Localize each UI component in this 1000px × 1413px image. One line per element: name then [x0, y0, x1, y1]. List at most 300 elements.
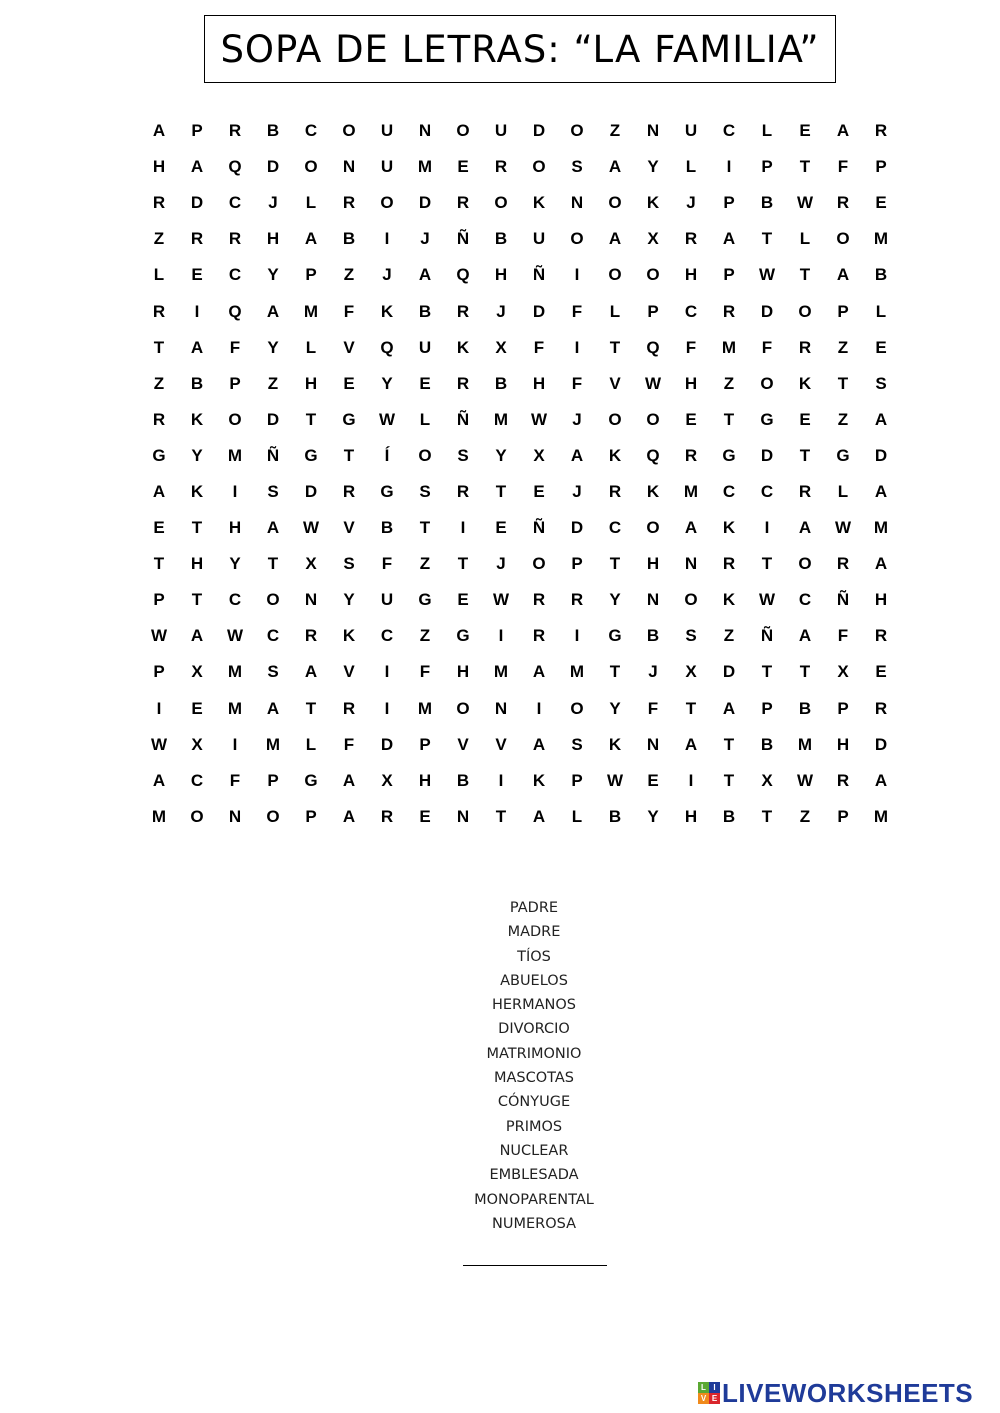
grid-cell[interactable]: O: [608, 409, 622, 429]
grid-cell[interactable]: R: [342, 193, 356, 213]
grid-cell[interactable]: P: [837, 698, 849, 718]
grid-cell[interactable]: O: [646, 265, 660, 285]
grid-cell[interactable]: M: [873, 518, 889, 538]
grid-cell[interactable]: O: [418, 445, 432, 465]
grid-cell[interactable]: P: [723, 265, 735, 285]
grid-cell[interactable]: L: [799, 229, 811, 249]
grid-cell[interactable]: K: [532, 770, 546, 790]
grid-cell[interactable]: T: [761, 554, 773, 574]
grid-cell[interactable]: O: [684, 590, 698, 610]
grid-cell[interactable]: H: [190, 554, 204, 574]
grid-cell[interactable]: E: [457, 590, 469, 610]
grid-cell[interactable]: W: [378, 409, 396, 429]
grid-cell[interactable]: B: [760, 193, 774, 213]
grid-cell[interactable]: V: [609, 373, 621, 393]
grid-cell[interactable]: D: [304, 481, 318, 501]
grid-cell[interactable]: A: [608, 229, 622, 249]
grid-cell[interactable]: M: [227, 698, 243, 718]
grid-cell[interactable]: T: [799, 157, 811, 177]
grid-cell[interactable]: X: [191, 734, 203, 754]
grid-cell[interactable]: P: [229, 373, 241, 393]
grid-cell[interactable]: R: [152, 301, 166, 321]
grid-cell[interactable]: T: [305, 698, 317, 718]
grid-cell[interactable]: R: [798, 481, 812, 501]
grid-cell[interactable]: R: [494, 157, 508, 177]
grid-cell[interactable]: Ñ: [532, 265, 546, 285]
grid-cell[interactable]: Z: [609, 121, 621, 141]
grid-cell[interactable]: Z: [267, 373, 279, 393]
grid-cell[interactable]: Q: [228, 301, 242, 321]
grid-cell[interactable]: A: [152, 481, 166, 501]
grid-cell[interactable]: Q: [380, 337, 394, 357]
grid-cell[interactable]: T: [609, 662, 621, 682]
grid-cell[interactable]: N: [228, 806, 242, 826]
grid-cell[interactable]: R: [152, 193, 166, 213]
grid-cell[interactable]: I: [384, 662, 390, 682]
grid-cell[interactable]: I: [498, 770, 504, 790]
grid-cell[interactable]: K: [608, 734, 622, 754]
grid-cell[interactable]: W: [834, 518, 852, 538]
grid-cell[interactable]: H: [836, 734, 850, 754]
grid-cell[interactable]: I: [498, 626, 504, 646]
grid-cell[interactable]: R: [152, 409, 166, 429]
grid-cell[interactable]: O: [456, 121, 470, 141]
grid-cell[interactable]: K: [190, 409, 204, 429]
grid-cell[interactable]: Q: [646, 445, 660, 465]
grid-cell[interactable]: S: [343, 554, 355, 574]
grid-cell[interactable]: M: [873, 806, 889, 826]
grid-cell[interactable]: I: [384, 698, 390, 718]
grid-cell[interactable]: H: [456, 662, 470, 682]
grid-cell[interactable]: R: [456, 481, 470, 501]
grid-cell[interactable]: I: [194, 301, 200, 321]
grid-cell[interactable]: A: [190, 337, 204, 357]
grid-cell[interactable]: X: [685, 662, 697, 682]
grid-cell[interactable]: M: [151, 806, 167, 826]
grid-cell[interactable]: G: [380, 481, 394, 501]
grid-cell[interactable]: A: [418, 265, 432, 285]
grid-cell[interactable]: B: [798, 698, 812, 718]
grid-cell[interactable]: E: [647, 770, 659, 790]
grid-cell[interactable]: Ñ: [760, 626, 774, 646]
grid-cell[interactable]: O: [646, 518, 660, 538]
grid-cell[interactable]: F: [647, 698, 659, 718]
grid-cell[interactable]: R: [836, 770, 850, 790]
grid-cell[interactable]: L: [609, 301, 621, 321]
grid-cell[interactable]: T: [495, 806, 507, 826]
grid-cell[interactable]: U: [494, 121, 508, 141]
grid-cell[interactable]: A: [836, 121, 850, 141]
grid-cell[interactable]: I: [384, 229, 390, 249]
grid-cell[interactable]: R: [456, 193, 470, 213]
grid-cell[interactable]: I: [574, 265, 580, 285]
grid-cell[interactable]: O: [570, 698, 584, 718]
grid-cell[interactable]: F: [381, 554, 393, 574]
grid-cell[interactable]: W: [492, 590, 510, 610]
grid-cell[interactable]: O: [836, 229, 850, 249]
grid-cell[interactable]: D: [722, 662, 736, 682]
grid-cell[interactable]: L: [305, 734, 317, 754]
grid-cell[interactable]: L: [305, 193, 317, 213]
grid-cell[interactable]: W: [150, 626, 168, 646]
grid-cell[interactable]: Y: [229, 554, 241, 574]
grid-cell[interactable]: G: [608, 626, 622, 646]
grid-cell[interactable]: H: [532, 373, 546, 393]
grid-cell[interactable]: L: [837, 481, 849, 501]
grid-cell[interactable]: R: [342, 698, 356, 718]
grid-cell[interactable]: K: [456, 337, 470, 357]
grid-cell[interactable]: W: [758, 265, 776, 285]
grid-cell[interactable]: F: [837, 157, 849, 177]
grid-cell[interactable]: D: [760, 445, 774, 465]
grid-cell[interactable]: Y: [343, 590, 355, 610]
grid-cell[interactable]: F: [229, 770, 241, 790]
grid-cell[interactable]: B: [646, 626, 660, 646]
grid-cell[interactable]: Z: [343, 265, 355, 285]
grid-cell[interactable]: J: [648, 662, 658, 682]
grid-cell[interactable]: D: [760, 301, 774, 321]
grid-cell[interactable]: T: [723, 770, 735, 790]
grid-cell[interactable]: L: [761, 121, 773, 141]
grid-cell[interactable]: H: [494, 265, 508, 285]
grid-cell[interactable]: T: [495, 481, 507, 501]
grid-cell[interactable]: G: [836, 445, 850, 465]
grid-cell[interactable]: M: [797, 734, 813, 754]
grid-cell[interactable]: V: [495, 734, 507, 754]
grid-cell[interactable]: S: [419, 481, 431, 501]
grid-cell[interactable]: Y: [191, 445, 203, 465]
grid-cell[interactable]: T: [153, 337, 165, 357]
grid-cell[interactable]: E: [153, 518, 165, 538]
grid-cell[interactable]: L: [571, 806, 583, 826]
grid-cell[interactable]: O: [570, 229, 584, 249]
grid-cell[interactable]: A: [342, 806, 356, 826]
grid-cell[interactable]: J: [496, 554, 506, 574]
grid-cell[interactable]: P: [647, 301, 659, 321]
grid-cell[interactable]: I: [574, 337, 580, 357]
grid-cell[interactable]: D: [380, 734, 394, 754]
grid-cell[interactable]: A: [570, 445, 584, 465]
grid-cell[interactable]: A: [836, 265, 850, 285]
grid-cell[interactable]: A: [190, 157, 204, 177]
grid-cell[interactable]: D: [266, 157, 280, 177]
grid-cell[interactable]: A: [304, 662, 318, 682]
grid-cell[interactable]: M: [417, 157, 433, 177]
grid-cell[interactable]: T: [343, 445, 355, 465]
grid-cell[interactable]: Z: [723, 373, 735, 393]
grid-cell[interactable]: V: [457, 734, 469, 754]
grid-cell[interactable]: M: [683, 481, 699, 501]
grid-cell[interactable]: T: [761, 806, 773, 826]
grid-cell[interactable]: D: [190, 193, 204, 213]
grid-cell[interactable]: B: [874, 265, 888, 285]
grid-cell[interactable]: E: [343, 373, 355, 393]
grid-cell[interactable]: V: [343, 518, 355, 538]
grid-cell[interactable]: U: [684, 121, 698, 141]
grid-cell[interactable]: J: [268, 193, 278, 213]
grid-cell[interactable]: Z: [837, 337, 849, 357]
grid-cell[interactable]: J: [686, 193, 696, 213]
grid-cell[interactable]: B: [494, 229, 508, 249]
grid-cell[interactable]: O: [798, 301, 812, 321]
grid-cell[interactable]: T: [609, 337, 621, 357]
grid-cell[interactable]: X: [305, 554, 317, 574]
grid-cell[interactable]: L: [153, 265, 165, 285]
grid-cell[interactable]: O: [342, 121, 356, 141]
grid-cell[interactable]: I: [232, 481, 238, 501]
grid-cell[interactable]: I: [726, 157, 732, 177]
grid-cell[interactable]: Y: [495, 445, 507, 465]
grid-cell[interactable]: L: [685, 157, 697, 177]
grid-cell[interactable]: G: [456, 626, 470, 646]
grid-cell[interactable]: B: [342, 229, 356, 249]
grid-cell[interactable]: O: [380, 193, 394, 213]
grid-cell[interactable]: A: [304, 229, 318, 249]
grid-cell[interactable]: A: [798, 518, 812, 538]
grid-cell[interactable]: O: [304, 157, 318, 177]
grid-cell[interactable]: H: [304, 373, 318, 393]
grid-cell[interactable]: C: [190, 770, 204, 790]
grid-cell[interactable]: V: [343, 662, 355, 682]
grid-cell[interactable]: M: [303, 301, 319, 321]
grid-cell[interactable]: R: [722, 301, 736, 321]
grid-cell[interactable]: U: [380, 590, 394, 610]
grid-cell[interactable]: C: [228, 265, 242, 285]
grid-cell[interactable]: A: [874, 409, 888, 429]
grid-cell[interactable]: J: [382, 265, 392, 285]
grid-cell[interactable]: F: [533, 337, 545, 357]
grid-cell[interactable]: J: [572, 481, 582, 501]
grid-cell[interactable]: N: [456, 806, 470, 826]
grid-cell[interactable]: H: [646, 554, 660, 574]
grid-cell[interactable]: T: [457, 554, 469, 574]
grid-cell[interactable]: E: [875, 662, 887, 682]
grid-cell[interactable]: K: [646, 193, 660, 213]
grid-cell[interactable]: M: [873, 229, 889, 249]
grid-cell[interactable]: Ñ: [266, 445, 280, 465]
grid-cell[interactable]: M: [569, 662, 585, 682]
grid-cell[interactable]: N: [304, 590, 318, 610]
grid-cell[interactable]: C: [722, 121, 736, 141]
grid-cell[interactable]: X: [647, 229, 659, 249]
grid-cell[interactable]: P: [875, 157, 887, 177]
grid-cell[interactable]: X: [533, 445, 545, 465]
grid-cell[interactable]: R: [836, 554, 850, 574]
grid-cell[interactable]: D: [532, 121, 546, 141]
grid-cell[interactable]: O: [646, 409, 660, 429]
grid-cell[interactable]: S: [267, 481, 279, 501]
grid-cell[interactable]: D: [532, 301, 546, 321]
grid-cell[interactable]: G: [304, 770, 318, 790]
grid-cell[interactable]: D: [266, 409, 280, 429]
grid-cell[interactable]: S: [685, 626, 697, 646]
grid-cell[interactable]: R: [456, 301, 470, 321]
grid-cell[interactable]: N: [684, 554, 698, 574]
grid-cell[interactable]: R: [836, 193, 850, 213]
grid-cell[interactable]: W: [796, 193, 814, 213]
grid-cell[interactable]: T: [609, 554, 621, 574]
grid-cell[interactable]: O: [570, 121, 584, 141]
grid-cell[interactable]: C: [304, 121, 318, 141]
grid-cell[interactable]: A: [266, 518, 280, 538]
grid-cell[interactable]: T: [723, 409, 735, 429]
grid-cell[interactable]: Z: [419, 554, 431, 574]
grid-cell[interactable]: P: [419, 734, 431, 754]
grid-cell[interactable]: S: [457, 445, 469, 465]
grid-cell[interactable]: T: [799, 445, 811, 465]
grid-cell[interactable]: H: [228, 518, 242, 538]
grid-cell[interactable]: P: [267, 770, 279, 790]
grid-cell[interactable]: U: [532, 229, 546, 249]
grid-cell[interactable]: E: [191, 265, 203, 285]
grid-cell[interactable]: A: [152, 121, 166, 141]
grid-cell[interactable]: F: [229, 337, 241, 357]
grid-cell[interactable]: L: [419, 409, 431, 429]
grid-cell[interactable]: C: [722, 481, 736, 501]
grid-cell[interactable]: H: [418, 770, 432, 790]
grid-cell[interactable]: Q: [228, 157, 242, 177]
grid-cell[interactable]: P: [761, 157, 773, 177]
grid-cell[interactable]: P: [305, 265, 317, 285]
grid-cell[interactable]: O: [456, 698, 470, 718]
grid-cell[interactable]: O: [266, 806, 280, 826]
grid-cell[interactable]: A: [608, 157, 622, 177]
grid-cell[interactable]: Z: [837, 409, 849, 429]
grid-cell[interactable]: M: [417, 698, 433, 718]
grid-cell[interactable]: O: [798, 554, 812, 574]
grid-cell[interactable]: O: [190, 806, 204, 826]
grid-cell[interactable]: Ñ: [456, 409, 470, 429]
grid-cell[interactable]: I: [688, 770, 694, 790]
grid-cell[interactable]: C: [684, 301, 698, 321]
grid-cell[interactable]: F: [419, 662, 431, 682]
grid-cell[interactable]: P: [153, 590, 165, 610]
grid-cell[interactable]: X: [191, 662, 203, 682]
grid-cell[interactable]: J: [420, 229, 430, 249]
grid-cell[interactable]: V: [343, 337, 355, 357]
grid-cell[interactable]: R: [722, 554, 736, 574]
grid-cell[interactable]: T: [305, 409, 317, 429]
grid-cell[interactable]: U: [418, 337, 432, 357]
grid-cell[interactable]: E: [533, 481, 545, 501]
grid-cell[interactable]: F: [343, 734, 355, 754]
grid-cell[interactable]: A: [190, 626, 204, 646]
grid-cell[interactable]: P: [837, 806, 849, 826]
grid-cell[interactable]: Ñ: [456, 229, 470, 249]
grid-cell[interactable]: C: [266, 626, 280, 646]
grid-cell[interactable]: N: [342, 157, 356, 177]
liveworksheets-logo[interactable]: [698, 1377, 973, 1409]
grid-cell[interactable]: X: [761, 770, 773, 790]
grid-cell[interactable]: R: [684, 229, 698, 249]
grid-cell[interactable]: A: [798, 626, 812, 646]
grid-cell[interactable]: F: [761, 337, 773, 357]
grid-cell[interactable]: A: [342, 770, 356, 790]
grid-cell[interactable]: R: [228, 229, 242, 249]
grid-cell[interactable]: D: [874, 734, 888, 754]
grid-cell[interactable]: E: [875, 193, 887, 213]
grid-cell[interactable]: F: [571, 373, 583, 393]
grid-cell[interactable]: Z: [723, 626, 735, 646]
grid-cell[interactable]: Ñ: [532, 518, 546, 538]
grid-cell[interactable]: K: [722, 518, 736, 538]
grid-cell[interactable]: N: [494, 698, 508, 718]
grid-cell[interactable]: Y: [609, 698, 621, 718]
grid-cell[interactable]: A: [684, 734, 698, 754]
grid-cell[interactable]: K: [342, 626, 356, 646]
grid-cell[interactable]: S: [267, 662, 279, 682]
grid-cell[interactable]: F: [685, 337, 697, 357]
grid-cell[interactable]: H: [684, 806, 698, 826]
grid-cell[interactable]: H: [874, 590, 888, 610]
grid-cell[interactable]: T: [191, 590, 203, 610]
grid-cell[interactable]: Y: [267, 265, 279, 285]
grid-cell[interactable]: Y: [647, 157, 659, 177]
grid-cell[interactable]: R: [874, 698, 888, 718]
grid-cell[interactable]: E: [419, 806, 431, 826]
grid-cell[interactable]: Y: [381, 373, 393, 393]
grid-cell[interactable]: Í: [384, 445, 390, 465]
grid-cell[interactable]: B: [608, 806, 622, 826]
grid-cell[interactable]: T: [761, 662, 773, 682]
grid-cell[interactable]: W: [226, 626, 244, 646]
grid-cell[interactable]: T: [267, 554, 279, 574]
grid-cell[interactable]: B: [266, 121, 280, 141]
grid-cell[interactable]: O: [608, 265, 622, 285]
grid-cell[interactable]: P: [837, 301, 849, 321]
grid-cell[interactable]: B: [380, 518, 394, 538]
grid-cell[interactable]: Z: [799, 806, 811, 826]
grid-cell[interactable]: R: [456, 373, 470, 393]
grid-cell[interactable]: F: [837, 626, 849, 646]
grid-cell[interactable]: E: [457, 157, 469, 177]
grid-cell[interactable]: T: [191, 518, 203, 538]
grid-cell[interactable]: Q: [456, 265, 470, 285]
grid-cell[interactable]: H: [152, 157, 166, 177]
grid-cell[interactable]: K: [532, 193, 546, 213]
grid-cell[interactable]: F: [343, 301, 355, 321]
grid-cell[interactable]: Z: [153, 229, 165, 249]
grid-cell[interactable]: C: [608, 518, 622, 538]
grid-cell[interactable]: I: [574, 626, 580, 646]
grid-cell[interactable]: M: [227, 445, 243, 465]
grid-cell[interactable]: T: [153, 554, 165, 574]
grid-cell[interactable]: B: [494, 373, 508, 393]
grid-cell[interactable]: R: [190, 229, 204, 249]
grid-cell[interactable]: K: [190, 481, 204, 501]
grid-cell[interactable]: R: [228, 121, 242, 141]
grid-cell[interactable]: G: [418, 590, 432, 610]
grid-cell[interactable]: I: [764, 518, 770, 538]
grid-cell[interactable]: G: [152, 445, 166, 465]
grid-cell[interactable]: T: [685, 698, 697, 718]
grid-cell[interactable]: B: [418, 301, 432, 321]
grid-cell[interactable]: N: [570, 193, 584, 213]
grid-cell[interactable]: H: [266, 229, 280, 249]
grid-cell[interactable]: W: [644, 373, 662, 393]
grid-cell[interactable]: A: [152, 770, 166, 790]
grid-cell[interactable]: D: [418, 193, 432, 213]
grid-cell[interactable]: R: [874, 626, 888, 646]
grid-cell[interactable]: A: [874, 770, 888, 790]
grid-cell[interactable]: O: [760, 373, 774, 393]
grid-cell[interactable]: S: [571, 734, 583, 754]
grid-cell[interactable]: Z: [153, 373, 165, 393]
grid-cell[interactable]: M: [227, 662, 243, 682]
grid-cell[interactable]: R: [532, 626, 546, 646]
grid-cell[interactable]: P: [305, 806, 317, 826]
grid-cell[interactable]: R: [608, 481, 622, 501]
